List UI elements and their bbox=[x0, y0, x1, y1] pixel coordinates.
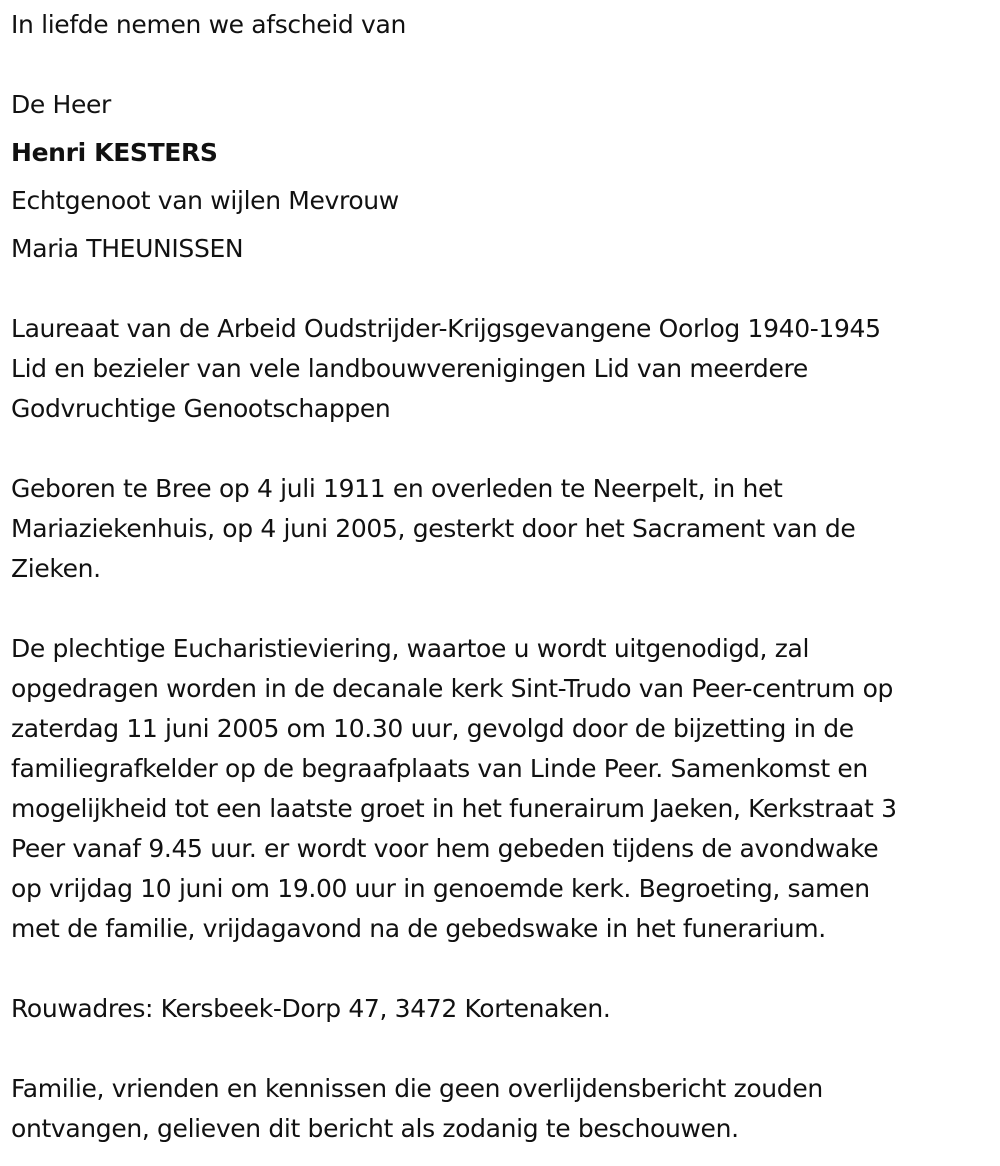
birth-death-line: Geboren te Bree op 4 juli 1911 en overleden te Neerpelt, in het bbox=[11, 474, 783, 503]
birth-death-line: Mariaziekenhuis, op 4 juni 2005, gesterkt door het Sacrament van de bbox=[11, 514, 856, 543]
intro-line: In liefde nemen we afscheid van bbox=[11, 10, 406, 39]
deceased-name: Henri KESTERS bbox=[11, 138, 218, 167]
honors-line: Godvruchtige Genootschappen bbox=[11, 394, 391, 423]
ceremony-line: De plechtige Eucharistieviering, waartoe u wordt uitgenodigd, zal bbox=[11, 634, 810, 663]
honors-line: Laureaat van de Arbeid Oudstrijder-Krijgsgevangene Oorlog 1940-1945 bbox=[11, 314, 881, 343]
ceremony-line: op vrijdag 10 juni om 19.00 uur in genoemde kerk. Begroeting, samen bbox=[11, 874, 870, 903]
ceremony-line: met de familie, vrijdagavond na de gebedswake in het funerarium. bbox=[11, 914, 826, 943]
relation-line: Echtgenoot van wijlen Mevrouw bbox=[11, 186, 399, 215]
ceremony-line: zaterdag 11 juni 2005 om 10.30 uur, gevolgd door de bijzetting in de bbox=[11, 714, 854, 743]
ceremony-line: mogelijkheid tot een laatste groet in het funerairum Jaeken, Kerkstraat 3 bbox=[11, 794, 897, 823]
notice-line: Familie, vrienden en kennissen die geen overlijdensbericht zouden bbox=[11, 1074, 823, 1103]
ceremony-line: opgedragen worden in de decanale kerk Sint-Trudo van Peer-centrum op bbox=[11, 674, 894, 703]
ceremony-line: Peer vanaf 9.45 uur. er wordt voor hem gebeden tijdens de avondwake bbox=[11, 834, 879, 863]
ceremony-line: familiegrafkelder op de begraafplaats van Linde Peer. Samenkomst en bbox=[11, 754, 868, 783]
birth-death-line: Zieken. bbox=[11, 554, 101, 583]
honors-line: Lid en bezieler van vele landbouwverenigingen Lid van meerdere bbox=[11, 354, 808, 383]
notice-line: ontvangen, gelieven dit bericht als zodanig te beschouwen. bbox=[11, 1114, 739, 1143]
honorific: De Heer bbox=[11, 90, 111, 119]
spouse-name: Maria THEUNISSEN bbox=[11, 234, 244, 263]
mourning-address: Rouwadres: Kersbeek-Dorp 47, 3472 Kortenaken. bbox=[11, 994, 611, 1023]
